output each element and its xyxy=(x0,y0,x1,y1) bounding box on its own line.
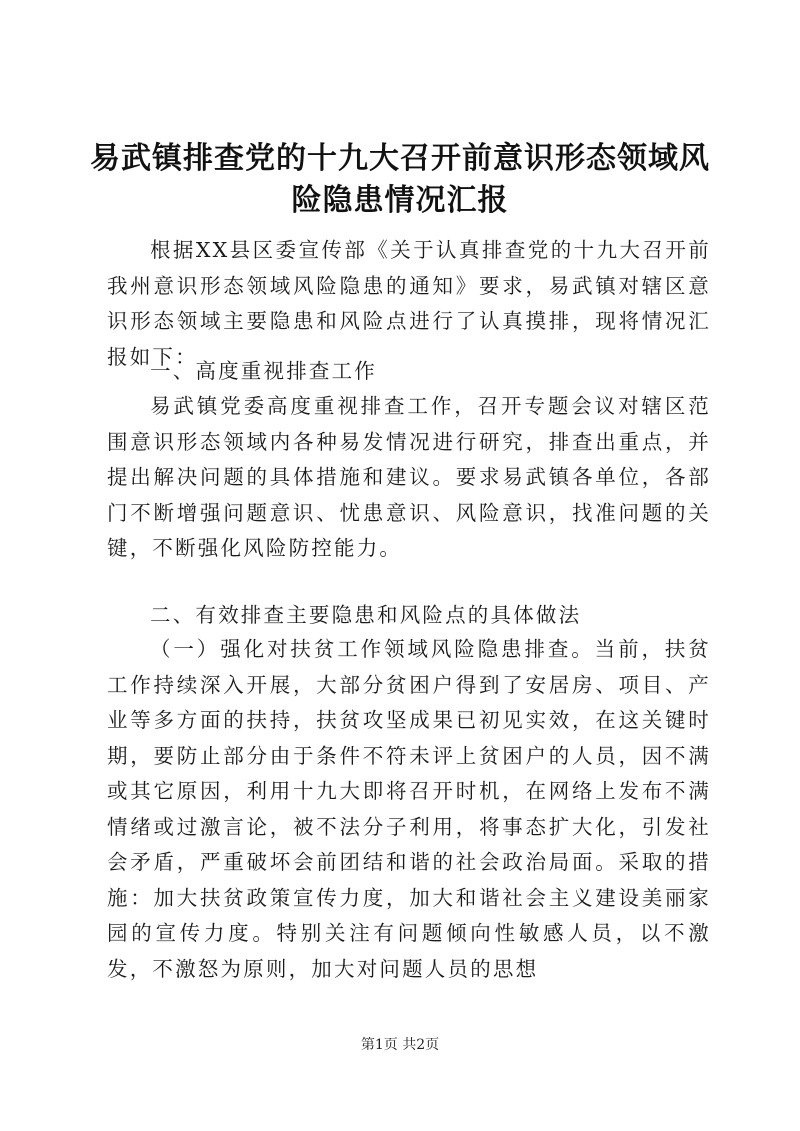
section-2-paragraph: （一）强化对扶贫工作领域风险隐患排查。当前，扶贫工作持续深入开展，大部分贫困户得到了安居房、项目、产业等多方面的扶持，扶贫攻坚成果已初见实效，在这关键时期，要防止部分由于条件不符未评上贫困户的人员，因不满或其它原因，利用十九大即将召开时机，在网络上发布不满情绪或过激言论，被不法分子利用，将事态扩大化，引发社会矛盾，严重破坏会前团结和谐的社会政治局面。采取的措施：加大扶贫政策宣传力度，加大和谐社会主义建设美丽家园的宣传力度。特别关注有问题倾向性敏感人员，以不激发，不激怒为原则，加大对问题人员的思想 xyxy=(107,637,711,981)
page-footer: 第1页 共2页 xyxy=(360,1037,440,1053)
document-title: 易武镇排查党的十九大召开前意识形态领域风险隐患情况汇报 xyxy=(90,141,710,218)
intro-paragraph: 根据XX县区委宣传部《关于认真排查党的十九大召开前我州意识形态领域风险隐患的通知》要求，易武镇对辖区意识形态领域主要隐患和风险点进行了认真摸排，现将情况汇报如下： xyxy=(107,238,711,369)
section-heading-2: 二、有效排查主要隐患和风险点的具体做法 xyxy=(150,603,582,627)
section-heading-1: 一、高度重视排查工作 xyxy=(150,359,377,383)
section-1-paragraph: 易武镇党委高度重视排查工作，召开专题会议对辖区范围意识形态领域内各种易发情况进行研究，排查出重点，并提出解决问题的具体措施和建议。要求易武镇各单位，各部门不断增强问题意识、忧患意识、风险意识，找准问题的关键，不断强化风险防控能力。 xyxy=(107,394,711,560)
